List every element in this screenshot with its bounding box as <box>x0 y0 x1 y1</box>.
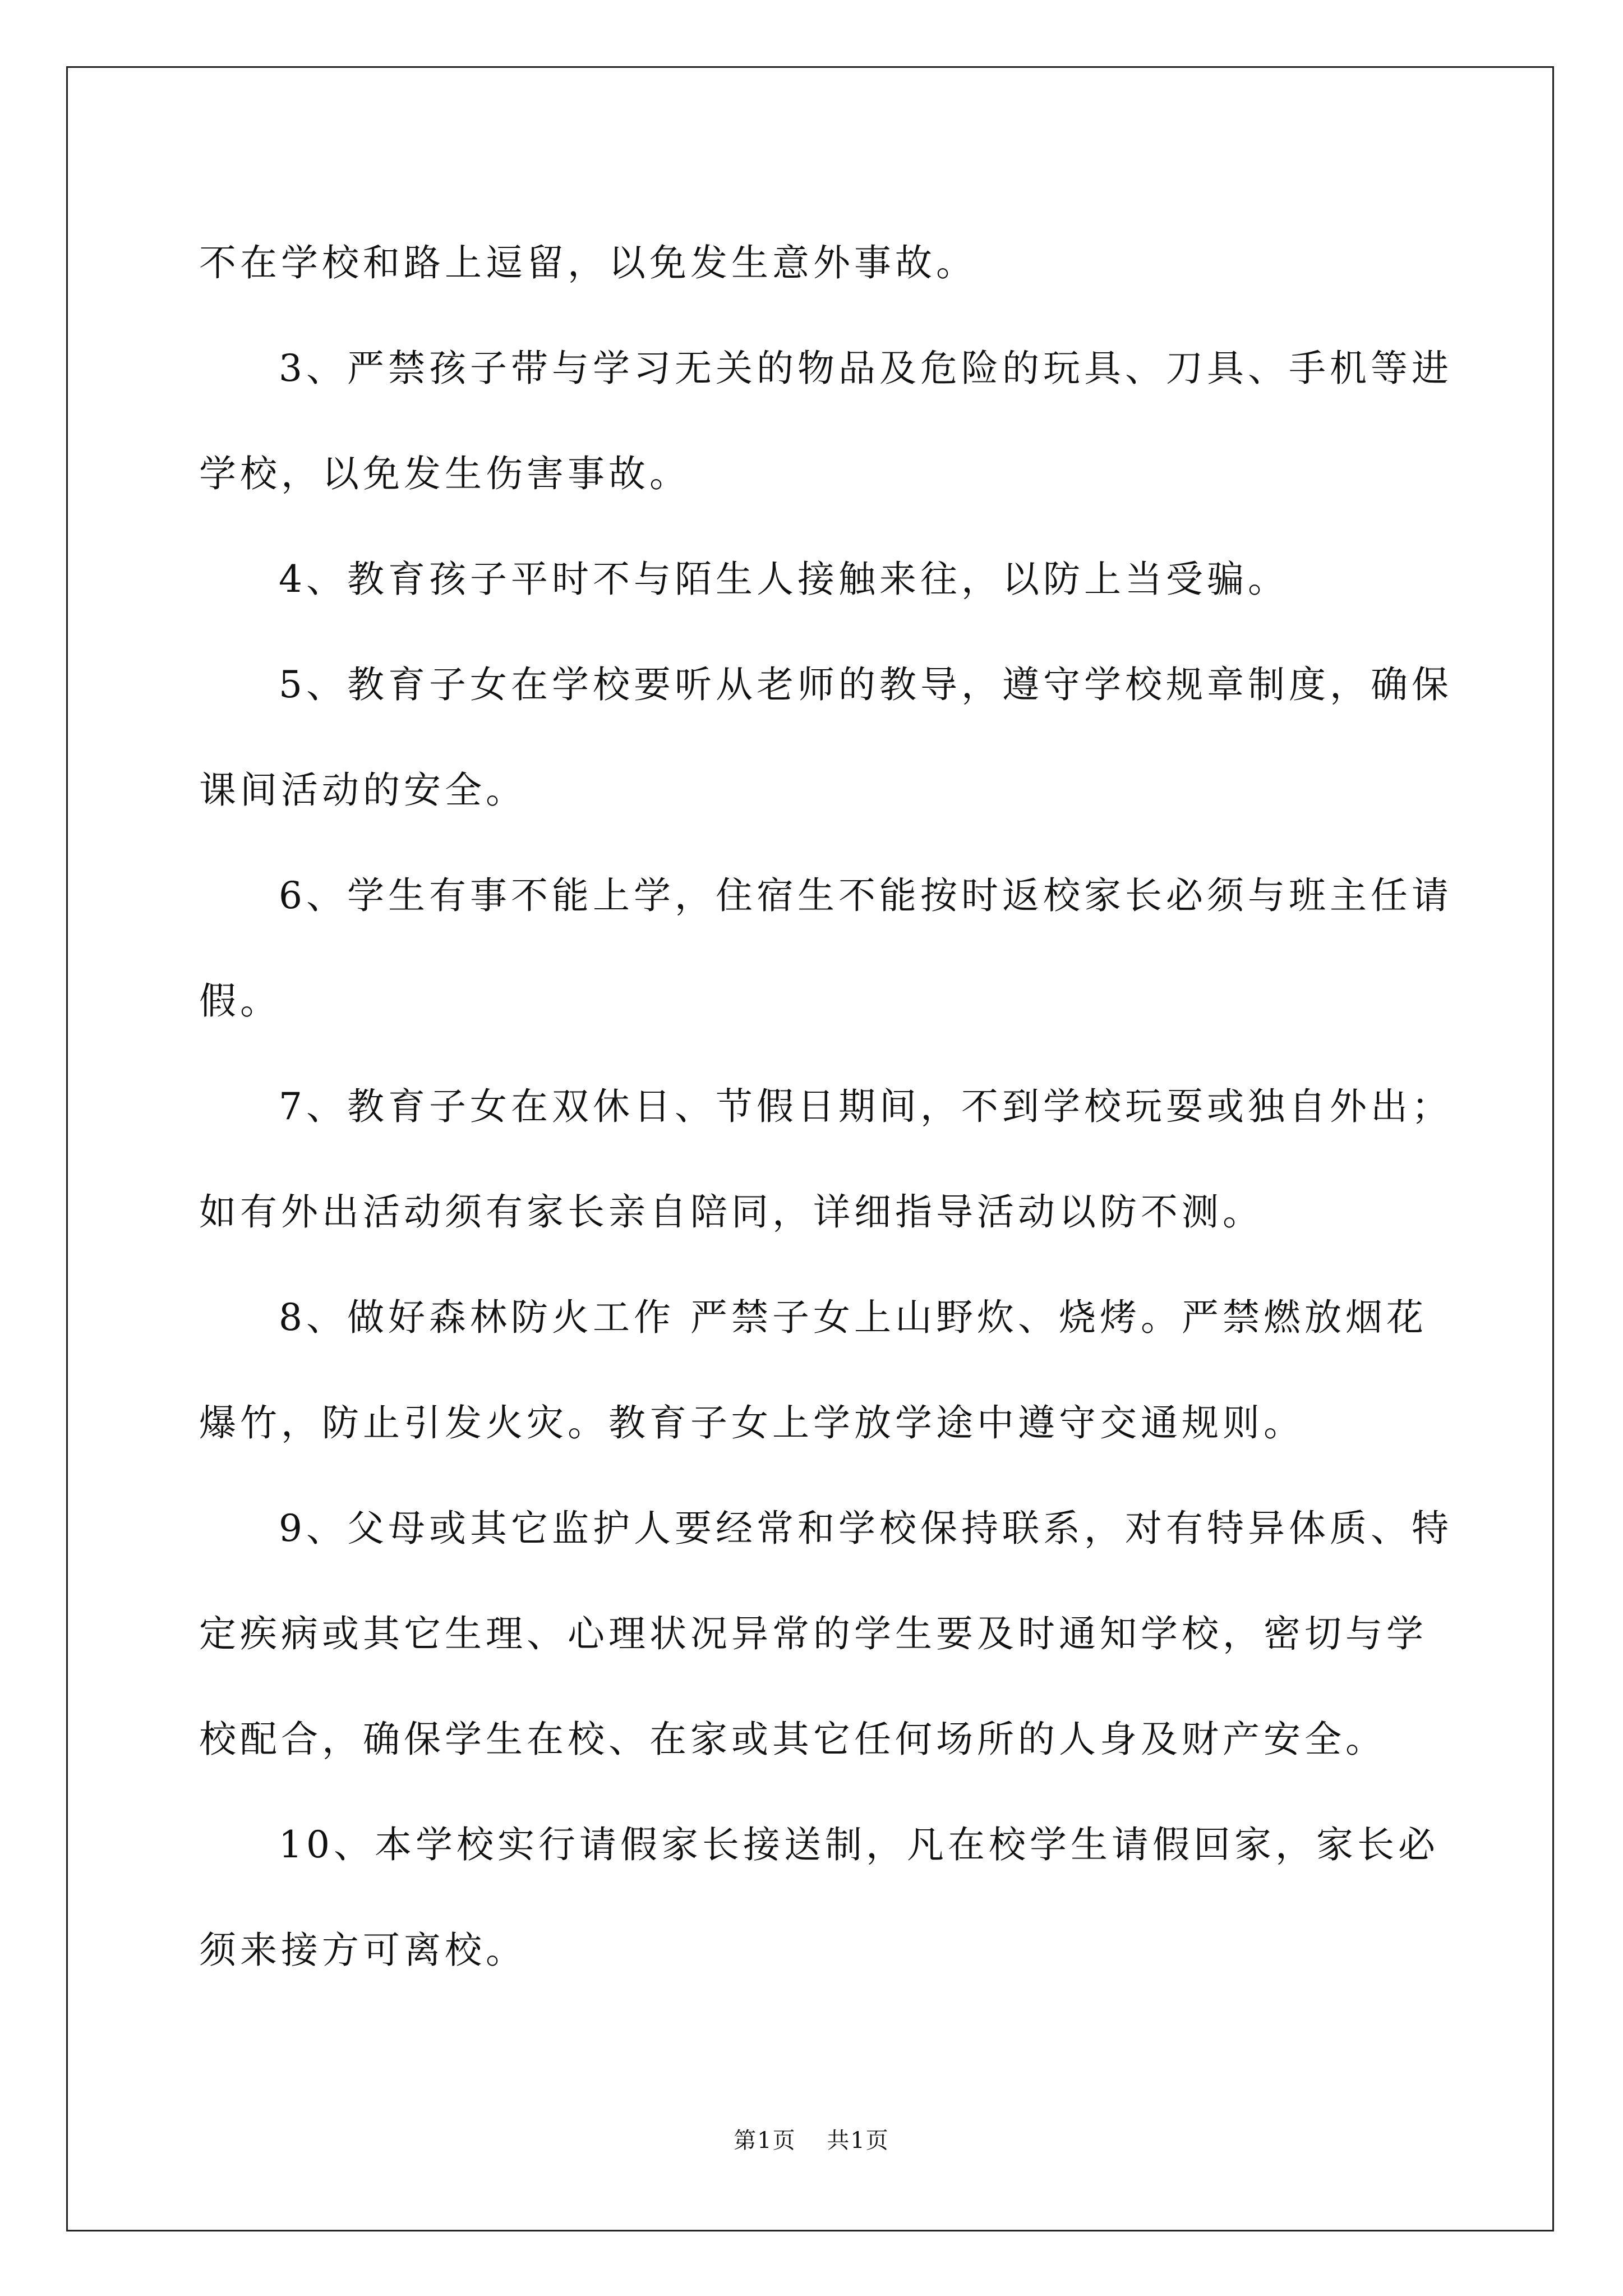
document-body <box>199 210 1453 2003</box>
text-line-3: 学校，以免发生伤害事故。 <box>199 452 690 495</box>
text-line-5: 5、教育子女在学校要听从老师的教导，遵守学校规章制度，确保 <box>279 663 1453 706</box>
text-line-16: 10、本学校实行请假家长接送制，凡在校学生请假回家，家长必 <box>279 1823 1439 1866</box>
page-footer <box>0 2123 1623 2155</box>
page-number-current: 第1页 <box>734 2128 796 2154</box>
text-line-13: 9、父母或其它监护人要经常和学校保持联系，对有特异体质、特 <box>279 1507 1453 1550</box>
text-line-17: 须来接方可离校。 <box>199 1929 527 1972</box>
text-line-9: 7、教育子女在双休日、节假日期间，不到学校玩耍或独自外出； <box>279 1085 1453 1128</box>
text-line-7: 6、学生有事不能上学，住宿生不能按时返校家长必须与班主任请 <box>279 874 1453 917</box>
text-line-1: 不在学校和路上逗留，以免发生意外事故。 <box>199 241 977 284</box>
text-line-8: 假。 <box>199 979 281 1023</box>
text-line-12: 爆竹，防止引发火灾。教育子女上学放学途中遵守交通规则。 <box>199 1401 1304 1444</box>
text-line-2: 3、严禁孩子带与学习无关的物品及危险的玩具、刀具、手机等进 <box>279 347 1453 390</box>
text-line-11: 8、做好森林防火工作 严禁子女上山野炊、烧烤。严禁燃放烟花 <box>279 1296 1427 1339</box>
text-line-15: 校配合，确保学生在校、在家或其它任何场所的人身及财产安全。 <box>199 1718 1386 1761</box>
page-number-total: 共1页 <box>827 2128 889 2154</box>
text-line-10: 如有外出活动须有家长亲自陪同，详细指导活动以防不测。 <box>199 1190 1264 1234</box>
text-line-6: 课间活动的安全。 <box>199 769 527 812</box>
text-line-4: 4、教育孩子平时不与陌生人接触来往，以防上当受骗。 <box>279 558 1289 601</box>
text-line-14: 定疾病或其它生理、心理状况异常的学生要及时通知学校，密切与学 <box>199 1612 1427 1655</box>
